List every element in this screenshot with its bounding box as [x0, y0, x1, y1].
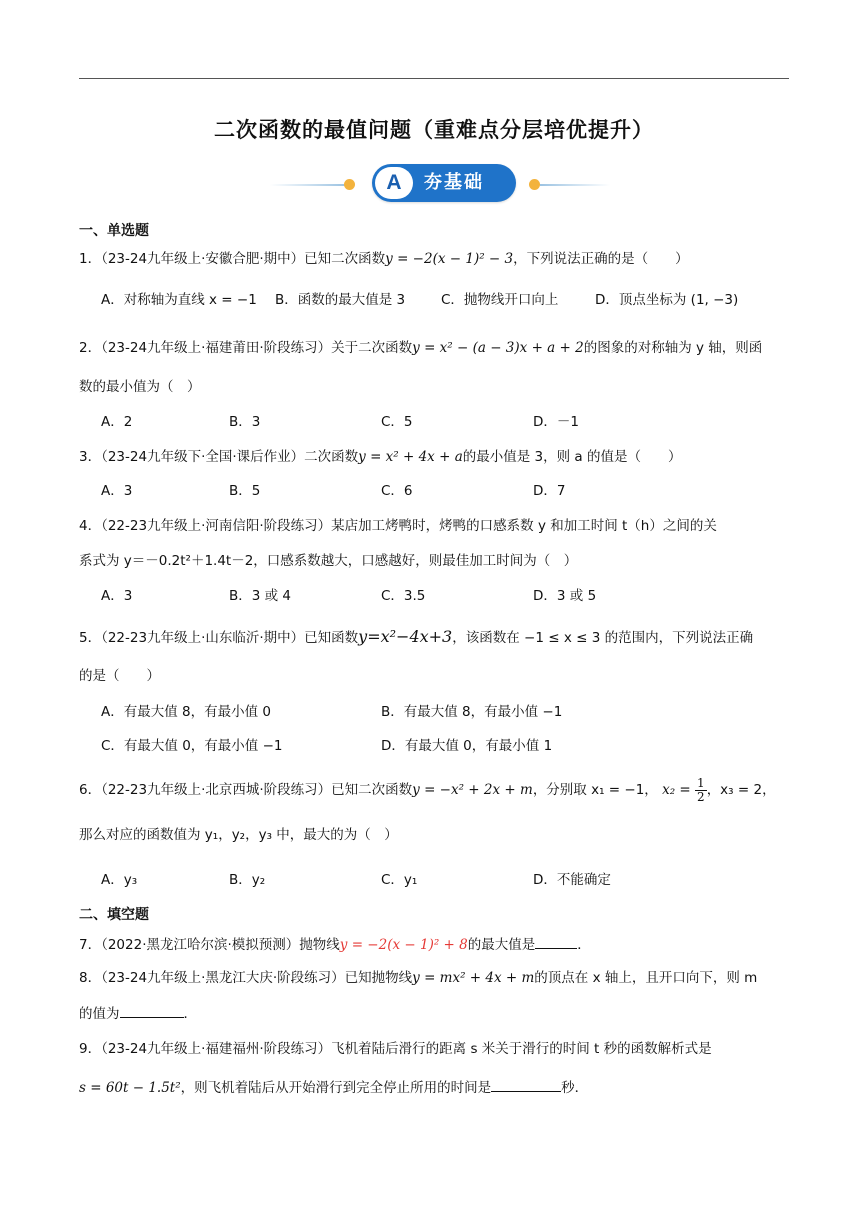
q3-option-a: A．3	[101, 483, 133, 499]
question-8: 8．（23-24九年级上·黑龙江大庆·阶段练习）已知抛物线y = mx² + 4x + m的顶点在 x 轴上，且开口向下，则 m	[79, 970, 758, 986]
page-title: 二次函数的最值问题（重难点分层培优提升）	[214, 118, 654, 142]
banner-pill	[372, 164, 516, 202]
banner-letter: A	[375, 167, 413, 199]
q2-option-d: D．－1	[533, 414, 579, 430]
q4-option-c: C．3.5	[381, 588, 426, 604]
q2-option-c: C．5	[381, 414, 413, 430]
answer-blank[interactable]	[535, 934, 577, 949]
q2-option-b: B．3	[229, 414, 261, 430]
q1-option-d: D．顶点坐标为 (1, −3)	[595, 292, 739, 308]
q6-option-d: D．不能确定	[533, 872, 611, 888]
formula: y = −x² + 2x + m	[412, 782, 533, 798]
q1-option-a: A．对称轴为直线 x = −1	[101, 292, 257, 308]
question-9: 9．（23-24九年级上·福建福州·阶段练习）飞机着陆后滑行的距离 s 米关于滑行的时间 t 秒的函数解析式是	[79, 1041, 712, 1057]
q5-option-d: D．有最大值 0，有最小值 1	[381, 738, 553, 754]
formula: s = 60t − 1.5t²	[79, 1080, 181, 1096]
q3-option-c: C．6	[381, 483, 413, 499]
q5-option-a: A．有最大值 8，有最小值 0	[101, 704, 271, 720]
section-heading-single-choice: 一、单选题	[79, 223, 149, 239]
formula: y = mx² + 4x + m	[412, 970, 535, 986]
q5-option-b: B．有最大值 8，有最小值 −1	[381, 704, 563, 720]
formula: y = x² + 4x + a	[358, 449, 463, 465]
banner-text: 夯基础	[424, 172, 484, 193]
question-1: 1．（23-24九年级上·安徽合肥·期中）已知二次函数y = −2(x − 1)² − 3，下列说法正确的是（ ）	[79, 251, 689, 267]
q1-option-b: B．函数的最大值是 3	[275, 292, 406, 308]
q6-option-c: C．y₁	[381, 872, 418, 888]
q5-option-c: C．有最大值 0，有最小值 −1	[101, 738, 283, 754]
q2-line-2: 数的最小值为（ ）	[79, 379, 201, 395]
banner-dot-right	[529, 179, 540, 190]
q8-line-2: 的值为 ．	[79, 1003, 197, 1024]
q6-line-2: 那么对应的函数值为 y₁，y₂，y₃ 中，最大的为（ ）	[79, 827, 398, 843]
question-6: 6．（22-23九年级上·北京西城·阶段练习）已知二次函数y = −x² + 2x + m，分别取 x₁ = −1， x₂ = $\frac{1}{2}$ ，x₃ = 2，	[79, 775, 776, 804]
answer-blank[interactable]	[491, 1077, 561, 1092]
answer-blank[interactable]	[120, 1003, 184, 1018]
header-rule	[79, 78, 789, 79]
q4-option-b: B．3 或 4	[229, 588, 292, 604]
q1-option-c: C．抛物线开口向上	[441, 292, 559, 308]
q9-line-2: s = 60t − 1.5t²，则飞机着陆后从开始滑行到完全停止所用的时间是 秒．	[79, 1077, 588, 1098]
q6-option-b: B．y₂	[229, 872, 266, 888]
q5-line-2: 的是（ ）	[79, 668, 160, 684]
banner-line-left	[270, 184, 345, 186]
q2-option-a: A．2	[101, 414, 133, 430]
q4-line-2: 系式为 y＝－0.2t²＋1.4t－2，口感系数越大，口感越好，则最佳加工时间为（ ）	[79, 553, 578, 569]
q3-option-d: D．7	[533, 483, 566, 499]
q4-option-d: D．3 或 5	[533, 588, 597, 604]
q4-option-a: A．3	[101, 588, 133, 604]
banner-dot-left	[344, 179, 355, 190]
question-3: 3．（23-24九年级下·全国·课后作业）二次函数y = x² + 4x + a的最小值是 3，则 a 的值是（ ）	[79, 449, 682, 465]
formula-highlighted: y = −2(x − 1)² + 8	[339, 937, 468, 953]
q3-option-b: B．5	[229, 483, 261, 499]
question-2: 2．（23-24九年级上·福建莆田·阶段练习）关于二次函数y = x² − (a − 3)x + a + 2的图象的对称轴为 y 轴，则函	[79, 340, 763, 356]
question-7: 7．（2022·黑龙江哈尔滨·模拟预测）抛物线y = −2(x − 1)² + 8的最大值是 ．	[79, 934, 591, 955]
section-heading-fill-blank: 二、填空题	[79, 907, 149, 923]
question-4: 4．（22-23九年级上·河南信阳·阶段练习）某店加工烤鸭时，烤鸭的口感系数 y 和加工时间 t（h）之间的关	[79, 518, 717, 534]
formula: y = −2(x − 1)² − 3	[385, 251, 514, 267]
question-5: 5．（22-23九年级上·山东临沂·期中）已知函数y=x²−4x+3，该函数在 −1 ≤ x ≤ 3 的范围内，下列说法正确	[79, 627, 754, 646]
banner-line-right	[540, 184, 610, 186]
q6-option-a: A．y₃	[101, 872, 138, 888]
section-banner	[270, 163, 610, 205]
formula: y = x² − (a − 3)x + a + 2	[412, 340, 584, 356]
formula: y=x²−4x+3	[358, 627, 453, 646]
fraction-one-half: $\frac{1}{2}$	[697, 775, 705, 804]
